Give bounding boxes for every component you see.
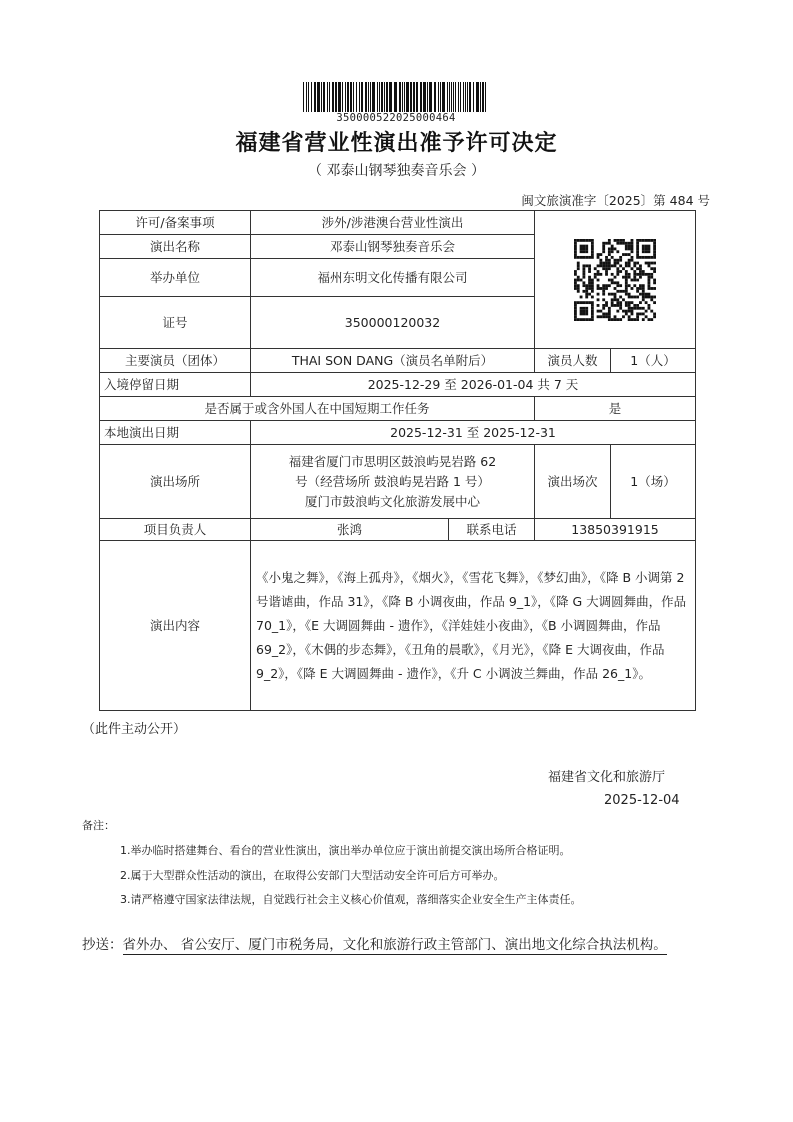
table-row [100,211,696,235]
show-name-value: 邓泰山钢琴独奏音乐会 [251,235,535,259]
content-label: 演出内容 [100,541,251,711]
show-name-label: 演出名称 [100,235,251,259]
venue-line: 厦门市鼓浪屿文化旅游发展中心 [304,493,480,509]
page-subtitle: （ 邓泰山钢琴独奏音乐会 ） [308,163,485,179]
table-row [100,445,696,519]
cert-value: 350000120032 [251,297,535,349]
venue-line: 号（经营场所 鼓浪屿晃岩路 1 号） [295,473,490,489]
foreign-work-label: 是否属于或含外国人在中国短期工作任务 [100,397,535,421]
manager-label: 项目负责人 [100,519,251,541]
cc-list [82,934,714,956]
table-row [100,421,696,445]
permit-type-label: 许可/备案事项 [100,211,251,235]
sessions-value: 1（场） [611,445,696,519]
stay-label: 入境停留日期 [100,373,251,397]
issuer: 福建省文化和旅游厅 [548,770,666,785]
table-row [100,373,696,397]
remarks-label: 备注： [82,819,115,832]
venue-label: 演出场所 [100,445,251,519]
phone-label: 联系电话 [449,519,535,541]
venue-value [251,445,535,519]
table-row [100,519,696,541]
document-number: 闽文旅演准字〔2025〕第 484 号 [521,193,710,208]
page-title: 福建省营业性演出准予许可决定 [235,130,558,156]
local-date-label: 本地演出日期 [100,421,251,445]
foreign-work-value: 是 [535,397,696,421]
performer-count-value: 1（人） [611,349,696,373]
cc-value: 省外办、 省公安厅、厦门市税务局，文化和旅游行政主管部门、演出地文化综合执法机构。 [122,937,667,953]
manager-value: 张鸿 [251,519,449,541]
performer-value: THAI SON DANG（演员名单附后） [251,349,535,373]
sessions-label: 演出场次 [535,445,611,519]
remark-item: 1.举办临时搭建舞台、看台的营业性演出，演出举办单位应于演出前提交演出场所合格证明。 [120,844,571,857]
local-date-value: 2025-12-31 至 2025-12-31 [251,421,696,445]
cert-label: 证号 [100,297,251,349]
table-row [100,541,696,711]
performer-label: 主要演员（团体） [100,349,251,373]
cc-label: 抄送： [82,937,123,953]
organizer-value: 福州东明文化传播有限公司 [251,259,535,297]
permit-table [99,210,696,711]
public-notice: （此件主动公开） [82,722,187,737]
issue-date: 2025-12-04 [604,793,680,808]
permit-type-value: 涉外/涉港澳台营业性演出 [251,211,535,235]
remark-item: 3.请严格遵守国家法律法规，自觉践行社会主义核心价值观，落细落实企业安全生产主体责任。 [120,893,582,906]
remark-item: 2.属于大型群众性活动的演出，在取得公安部门大型活动安全许可后方可举办。 [120,869,505,882]
phone-value: 13850391915 [535,519,696,541]
stay-value: 2025-12-29 至 2026-01-04 共 7 天 [251,373,696,397]
table-row [100,397,696,421]
venue-line: 福建省厦门市思明区鼓浪屿晃岩路 62 [288,453,497,469]
organizer-label: 举办单位 [100,259,251,297]
performer-count-label: 演员人数 [535,349,611,373]
barcode-number: 350000522025000464 [336,112,456,124]
barcode [303,82,489,112]
content-value: 《小鬼之舞》，《海上孤舟》，《烟火》，《雪花飞舞》，《梦幻曲》，《降 B 小调第 2 号谐谑曲，作品 31》，《降 B 小调夜曲，作品 9_1》，《降 G 大调圆舞曲，作品 70_1》，《E 大调圆舞曲 - 遗作》，《洋娃娃小夜曲》，《B 小调圆舞曲，作品 69_2》，《木偶的步态舞》，《丑角的晨歌》，《月光》，《降 E 大调夜曲，作品 9_2》，《降 E 大调圆舞曲 - 遗作》，《升 C 小调波兰舞曲，作品 26_1》。 [251,541,696,711]
table-row [100,349,696,373]
qr-code [535,211,696,349]
